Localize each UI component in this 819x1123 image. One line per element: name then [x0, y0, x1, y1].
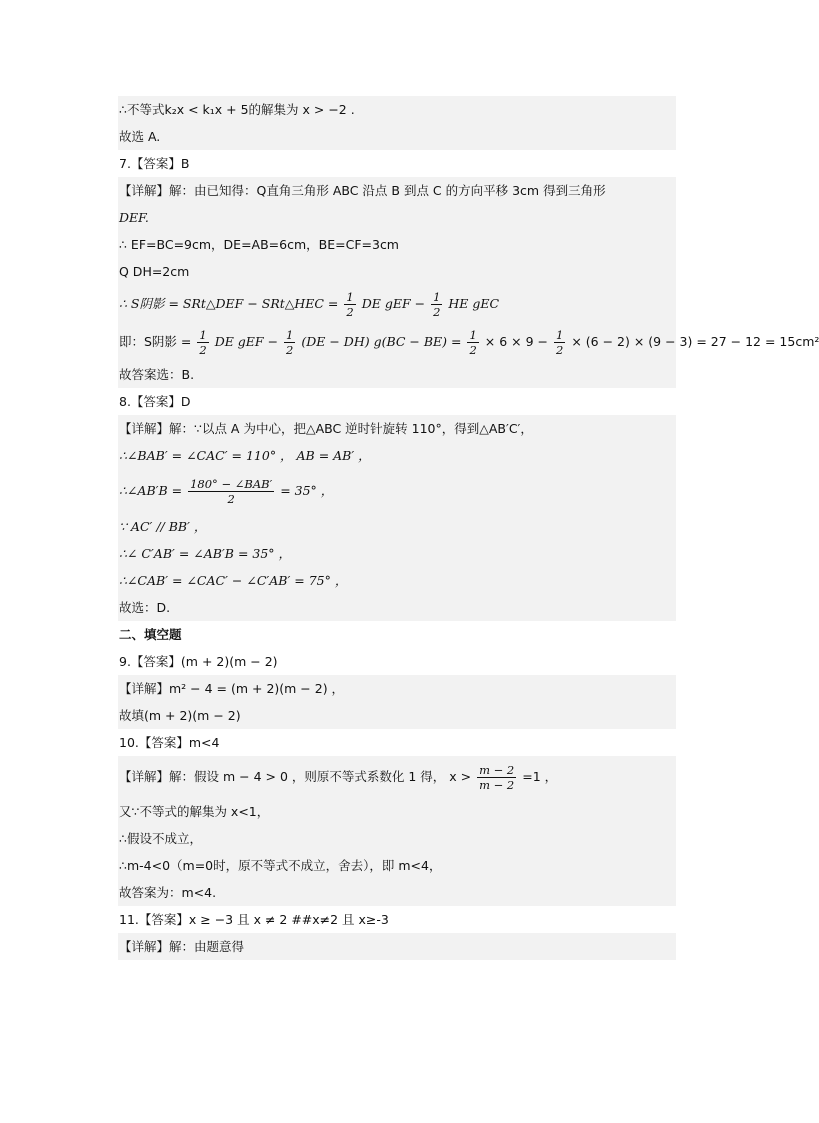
fraction: $\frac{1}{2}$ [469, 328, 477, 357]
text-line: ∴∠ C′AB′ = ∠AB′B = 35° ， [118, 540, 676, 567]
answer-heading-7: 7.【答案】B [119, 156, 190, 171]
text-line: ∵ AC′ // BB′ ， [118, 513, 676, 540]
fraction: $\frac{1}{2}$ [286, 328, 294, 357]
text-line: 故填(m + 2)(m − 2) [118, 702, 676, 729]
fraction: $\frac{1}{2}$ [346, 290, 354, 319]
text-line: 【详解】解：由已知得：Q直角三角形 ABC 沿点 B 到点 C 的方向平移 3cm 得到三角形 [118, 177, 676, 204]
text-line: DEF. [118, 204, 676, 231]
text-line: 又∵不等式的解集为 x<1， [118, 798, 676, 825]
text-line: ∴不等式k₂x < k₁x + 5的解集为 x > −2 . [118, 96, 676, 123]
text-line: ∴假设不成立， [118, 825, 676, 852]
formula-line: 【详解】解：假设 m − 4 > 0 ，则原不等式系数化 1 得， x > $\frac{m - 2}{m - 2}$ =1 ， [118, 756, 676, 798]
answer-heading-8: 8.【答案】D [119, 394, 191, 409]
fraction: $\frac{m - 2}{m - 2}$ [479, 763, 515, 792]
formula-line: 即：S阴影 = $\frac{1}{2}$ DE gEF − $\frac{1}{2}$ (DE − DH) g(BC − BE) = $\frac{1}{2}$ × 6 × 9 − $\frac{1}{2}$ × (6 − 2) × (9 − 3) = 27 − 12 = 15cm² [118, 323, 676, 361]
text-line: 【详解】解：由题意得 [118, 933, 676, 960]
fraction: $\frac{\text{180° − ∠BAB′}}{2}$ [190, 477, 273, 506]
text-line: 故答案选：B. [118, 361, 676, 388]
text-line: 【详解】m² − 4 = (m + 2)(m − 2) ， [118, 675, 676, 702]
section-heading: 二、填空题 [119, 627, 182, 642]
text-line: ∴∠BAB′ = ∠CAC′ = 110° ， AB = AB′ ， [118, 442, 676, 469]
fraction: $\frac{1}{2}$ [556, 328, 564, 357]
text-line: ∴m-4<0（m=0时，原不等式不成立，舍去），即 m<4， [118, 852, 676, 879]
text-line: ∴∠CAB′ = ∠CAC′ − ∠C′AB′ = 75° ， [118, 567, 676, 594]
text-line: 【详解】解：∵以点 A 为中心，把△ABC 逆时针旋转 110°，得到△AB′C′， [118, 415, 676, 442]
fraction: $\frac{1}{2}$ [433, 290, 441, 319]
formula-line: ∴ S阴影 = SRt△DEF − SRt△HEC = $\frac{1}{2}$ DE gEF − $\frac{1}{2}$ HE gEC [118, 285, 676, 323]
text-line: 故选 A. [118, 123, 676, 150]
formula-line: ∴∠AB′B = $\frac{\text{180° − ∠BAB′}}{2}$ = 35° ， [118, 469, 676, 513]
fraction: $\frac{1}{2}$ [199, 328, 207, 357]
solution-content [118, 96, 819, 960]
answer-heading-11: 11.【答案】x ≥ −3 且 x ≠ 2 ##x≠2 且 x≥-3 [119, 912, 389, 927]
answer-heading-9: 9.【答案】(m + 2)(m − 2) [119, 654, 278, 669]
text-line: ∴ EF=BC=9cm，DE=AB=6cm，BE=CF=3cm [118, 231, 676, 258]
text-line: 故答案为：m<4. [118, 879, 676, 906]
text-line: Q DH=2cm [118, 258, 676, 285]
answer-heading-10: 10.【答案】m<4 [119, 735, 220, 750]
text-line: 故选：D. [118, 594, 676, 621]
